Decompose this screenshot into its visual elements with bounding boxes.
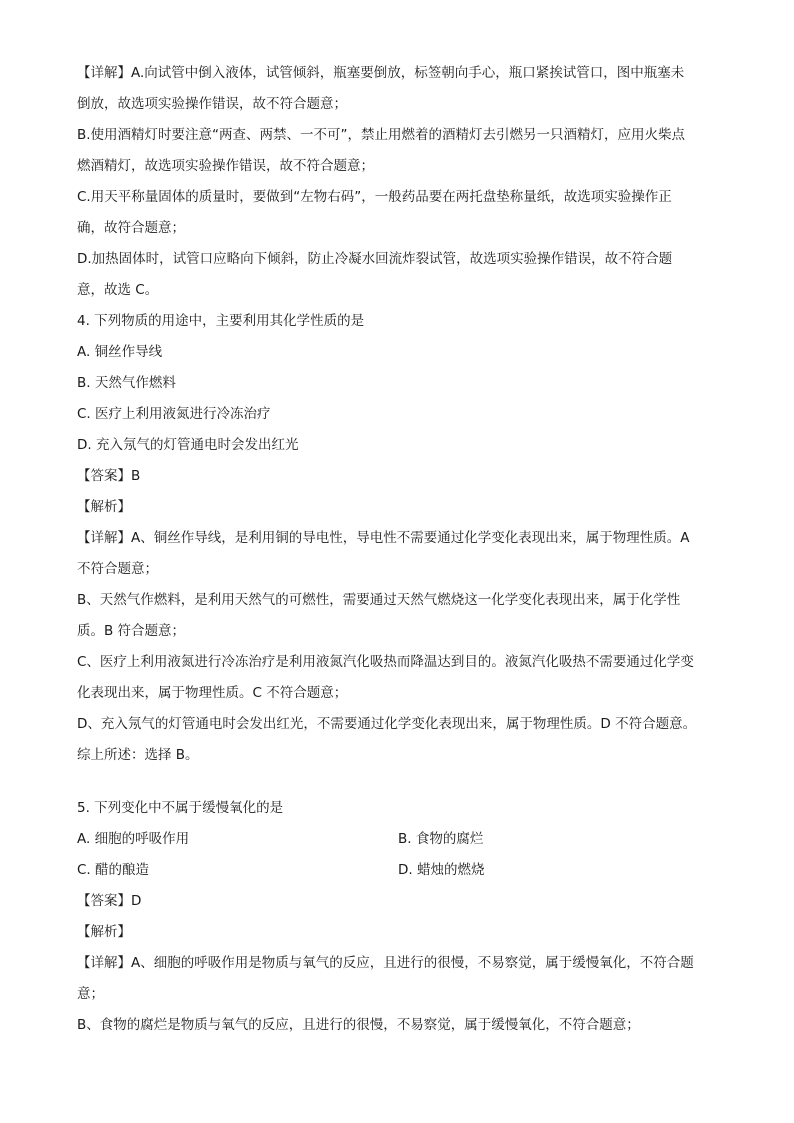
q3-explanation xyxy=(77,58,722,306)
option-c: C. 医疗上利用液氮进行冷冻治疗 xyxy=(77,406,271,422)
text-line: D、充入氖气的灯管通电时会发出红光，不需要通过化学变化表现出来，属于物理性质。D 不符合题意。 xyxy=(77,716,697,732)
question-4 xyxy=(77,306,722,771)
text-line: 【详解】A、铜丝作导线，是利用铜的导电性，导电性不需要通过化学变化表现出来，属于物理性质。A xyxy=(77,530,690,546)
option-b: B. 天然气作燃料 xyxy=(77,375,176,391)
answer-label: 【答案】B xyxy=(77,468,141,484)
text-line: 【详解】A.向试管中倒入液体，试管倾斜，瓶塞要倒放，标签朝向手心，瓶口紧挨试管口，图中瓶塞未 xyxy=(77,65,685,81)
question-5 xyxy=(77,793,722,1041)
analysis-label: 【解析】 xyxy=(77,924,131,940)
text-line: 确，故符合题意； xyxy=(77,220,185,236)
options-row xyxy=(77,855,722,886)
text-line: 化表现出来，属于物理性质。C 不符合题意； xyxy=(77,685,348,701)
text-line: 综上所述：选择 B。 xyxy=(77,747,199,763)
question-stem: 5. 下列变化中不属于缓慢氧化的是 xyxy=(77,800,284,816)
text-line: 不符合题意； xyxy=(77,561,158,577)
text-line: C、医疗上利用液氮进行冷冻治疗是利用液氮汽化吸热而降温达到目的。液氮汽化吸热不需要通过化学变 xyxy=(77,654,694,670)
text-line: 燃酒精灯，故选项实验操作错误，故不符合题意； xyxy=(77,158,374,174)
option-c: C. 醋的酿造 xyxy=(77,862,150,878)
options-row xyxy=(77,824,722,855)
text-line: 倒放，故选项实验操作错误，故不符合题意； xyxy=(77,96,347,112)
option-d: D. 充入氖气的灯管通电时会发出红光 xyxy=(77,437,299,453)
text-line: 意； xyxy=(77,986,104,1002)
option-d: D. 蜡烛的燃烧 xyxy=(398,862,485,878)
document-page xyxy=(77,58,722,1041)
text-line: B.使用酒精灯时要注意“两查、两禁、一不可”，禁止用燃着的酒精灯去引燃另一只酒精灯，应用火柴点 xyxy=(77,127,686,143)
text-line: 【详解】A、细胞的呼吸作用是物质与氧气的反应，且进行的很慢，不易察觉，属于缓慢氧化，不符合题 xyxy=(77,955,694,971)
question-stem: 4. 下列物质的用途中，主要利用其化学性质的是 xyxy=(77,313,365,329)
text-line: D.加热固体时，试管口应略向下倾斜，防止冷凝水回流炸裂试管，故选项实验操作错误，故不符合题 xyxy=(77,251,673,267)
option-a: A. 细胞的呼吸作用 xyxy=(77,831,190,847)
analysis-label: 【解析】 xyxy=(77,499,131,515)
section-gap xyxy=(77,771,722,793)
text-line: 质。B 符合题意； xyxy=(77,623,186,639)
answer-label: 【答案】D xyxy=(77,893,142,909)
option-a: A. 铜丝作导线 xyxy=(77,344,163,360)
text-line: B、天然气作燃料，是利用天然气的可燃性，需要通过天然气燃烧这一化学变化表现出来，属于化学性 xyxy=(77,592,681,608)
text-line: C.用天平称量固体的质量时，要做到“左物右码”，一般药品要在两托盘垫称量纸，故选项实验操作正 xyxy=(77,189,672,205)
text-line: B、食物的腐烂是物质与氧气的反应，且进行的很慢，不易察觉，属于缓慢氧化，不符合题意； xyxy=(77,1017,640,1033)
text-line: 意，故选 C。 xyxy=(77,282,159,298)
option-b: B. 食物的腐烂 xyxy=(398,831,484,847)
